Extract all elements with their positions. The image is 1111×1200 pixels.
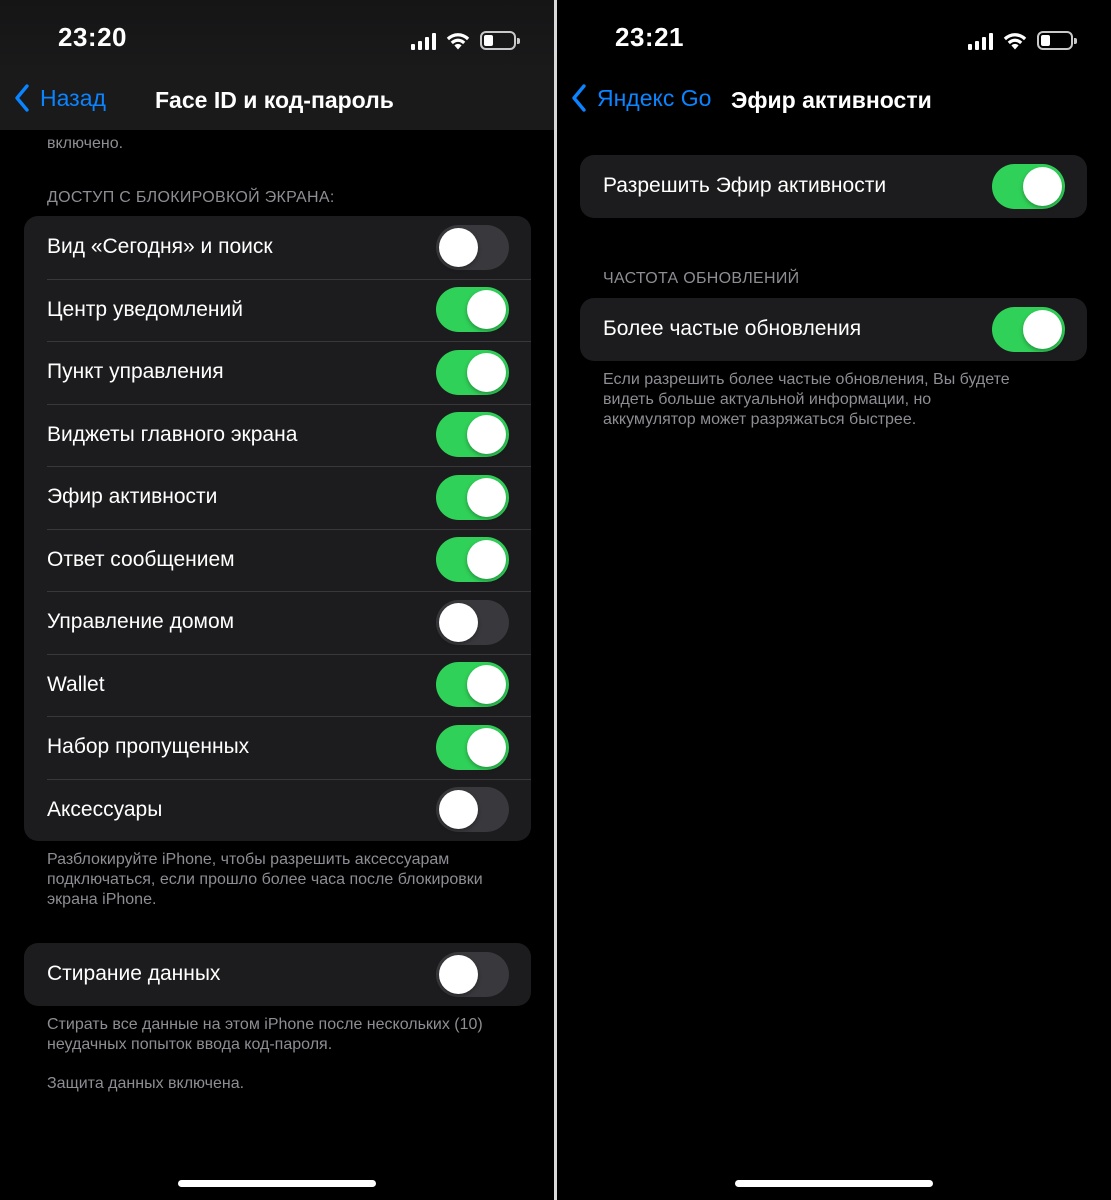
row-label: Центр уведомлений — [47, 297, 243, 321]
toggle-switch[interactable] — [436, 475, 509, 520]
toggle-switch[interactable] — [436, 412, 509, 457]
status-icons — [411, 28, 516, 50]
row-label: Разрешить Эфир активности — [603, 174, 887, 198]
row-return-missed-calls[interactable] — [24, 716, 531, 779]
erase-data-group — [24, 943, 531, 1006]
left-phone-screen — [0, 0, 554, 1200]
status-time: 23:20 — [58, 22, 127, 52]
row-label: Вид «Сегодня» и поиск — [47, 235, 273, 259]
toggle-switch[interactable] — [436, 787, 509, 832]
allow-live-activities-group — [580, 155, 1087, 218]
toggle-knob — [467, 353, 506, 392]
frequent-updates-footnote: Если разрешить более частые обновления, Вы будете видеть больше актуальной информации, но аккумулятор может разряжаться быстрее. — [603, 371, 1010, 428]
row-label: Более частые обновления — [603, 317, 862, 341]
status-bar — [557, 0, 1111, 75]
row-allow-live-activities[interactable] — [580, 155, 1087, 218]
row-reply-with-message[interactable] — [24, 529, 531, 592]
cellular-signal-icon — [968, 32, 993, 50]
row-label: Эфир активности — [47, 485, 218, 509]
home-indicator[interactable] — [735, 1180, 933, 1187]
row-live-activities[interactable] — [24, 466, 531, 529]
data-protection-footnote: Защита данных включена. — [47, 1075, 245, 1092]
row-home-widgets[interactable] — [24, 404, 531, 467]
status-icons — [968, 28, 1073, 50]
toggle-knob — [467, 540, 506, 579]
toggle-knob — [439, 603, 478, 642]
back-button[interactable] — [571, 84, 711, 112]
row-label: Wallet — [47, 672, 105, 696]
toggle-switch[interactable] — [992, 307, 1065, 352]
top-cut-footnote: включено. — [47, 135, 124, 152]
toggle-switch[interactable] — [436, 662, 509, 707]
back-label: Яндекс Go — [597, 84, 712, 111]
row-erase-data[interactable] — [24, 943, 531, 1006]
lock-access-group — [24, 216, 531, 841]
toggle-switch[interactable] — [436, 600, 509, 645]
cellular-signal-icon — [411, 32, 436, 50]
navigation-bar — [0, 70, 554, 130]
chevron-left-icon — [14, 84, 30, 112]
back-button[interactable] — [14, 84, 106, 112]
row-control-center[interactable] — [24, 341, 531, 404]
toggle-switch[interactable] — [436, 287, 509, 332]
row-label: Аксессуары — [47, 797, 163, 821]
right-phone-screen — [557, 0, 1111, 1200]
back-label: Назад — [40, 84, 106, 111]
battery-icon — [1037, 31, 1073, 50]
toggle-knob — [467, 665, 506, 704]
status-bar — [0, 0, 554, 75]
toggle-knob — [467, 728, 506, 767]
toggle-knob — [467, 415, 506, 454]
row-home-control[interactable] — [24, 591, 531, 654]
wifi-icon — [446, 31, 470, 50]
toggle-switch[interactable] — [436, 225, 509, 270]
accessories-footnote: Разблокируйте iPhone, чтобы разрешить аксессуарам подключаться, если прошло более часа после блокировки экрана iPhone. — [47, 851, 483, 908]
navigation-bar — [557, 70, 1111, 130]
row-notification-center[interactable] — [24, 279, 531, 342]
status-time: 23:21 — [615, 22, 684, 52]
toggle-switch[interactable] — [436, 725, 509, 770]
toggle-knob — [1023, 310, 1062, 349]
row-wallet[interactable] — [24, 654, 531, 717]
row-label: Пункт управления — [47, 360, 224, 384]
toggle-knob — [439, 790, 478, 829]
erase-footnote: Стирать все данные на этом iPhone после нескольких (10) неудачных попыток ввода код-пароля. — [47, 1016, 483, 1053]
wifi-icon — [1003, 31, 1027, 50]
toggle-knob — [467, 290, 506, 329]
page-title: Face ID и код-пароль — [155, 87, 394, 113]
toggle-switch[interactable] — [436, 350, 509, 395]
toggle-knob — [1023, 167, 1062, 206]
row-accessories[interactable] — [24, 779, 531, 842]
home-indicator[interactable] — [178, 1180, 376, 1187]
toggle-switch[interactable] — [992, 164, 1065, 209]
row-frequent-updates[interactable] — [580, 298, 1087, 361]
chevron-left-icon — [571, 84, 587, 112]
toggle-knob — [467, 478, 506, 517]
update-frequency-group — [580, 298, 1087, 361]
toggle-knob — [439, 955, 478, 994]
section-header-update-frequency: ЧАСТОТА ОБНОВЛЕНИЙ — [603, 270, 800, 287]
page-title: Эфир активности — [731, 87, 932, 113]
row-label: Виджеты главного экрана — [47, 422, 298, 446]
section-header-lock-access: ДОСТУП С БЛОКИРОВКОЙ ЭКРАНА: — [47, 189, 335, 206]
row-label: Управление домом — [47, 610, 235, 634]
row-label: Стирание данных — [47, 962, 221, 986]
toggle-knob — [439, 228, 478, 267]
battery-icon — [480, 31, 516, 50]
toggle-switch[interactable] — [436, 952, 509, 997]
row-label: Набор пропущенных — [47, 735, 250, 759]
row-today-search[interactable] — [24, 216, 531, 279]
toggle-switch[interactable] — [436, 537, 509, 582]
row-label: Ответ сообщением — [47, 547, 235, 571]
